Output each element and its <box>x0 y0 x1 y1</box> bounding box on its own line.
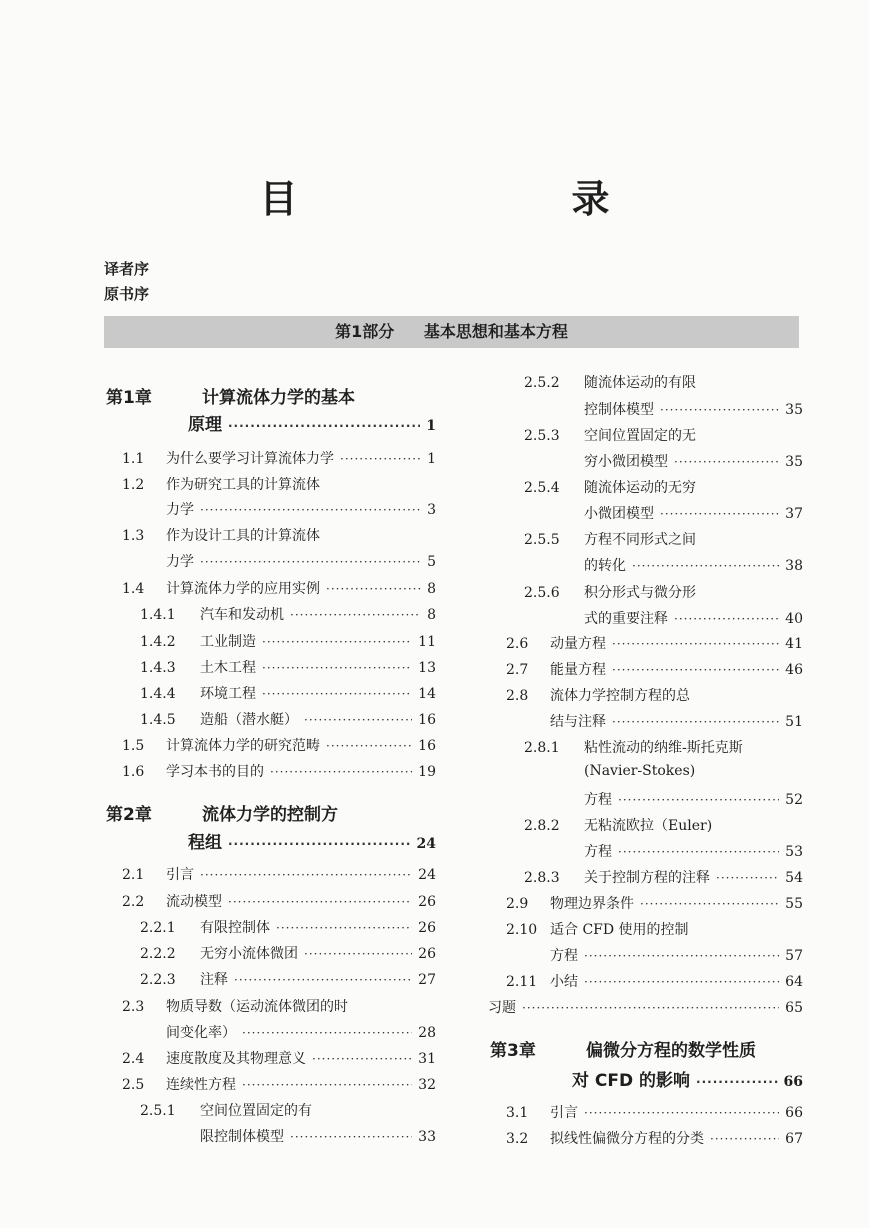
toc-entry[interactable] <box>506 685 803 705</box>
entry-title: 汽车和发动机 <box>200 607 284 623</box>
leader-dots <box>612 715 779 729</box>
entry-title: 注释 <box>200 972 228 988</box>
page-number: 65 <box>785 1000 803 1016</box>
entry-title: 土木工程 <box>200 660 256 676</box>
entry-title: 流动模型 <box>166 894 222 910</box>
leader-dots <box>522 1001 779 1015</box>
leader-dots <box>312 1052 412 1066</box>
page-number: 37 <box>785 506 803 522</box>
leader-dots <box>612 663 779 677</box>
entry-title: 结与注释 <box>550 714 606 730</box>
entry-title: 流体力学的控制方 <box>202 805 338 825</box>
entry-number: 2.2.1 <box>140 920 176 936</box>
toc-entry[interactable] <box>584 555 803 575</box>
toc-entry[interactable] <box>122 864 436 884</box>
page-number: 26 <box>418 894 436 910</box>
entry-title: 限控制体模型 <box>200 1129 284 1145</box>
toc-entry[interactable] <box>122 761 436 781</box>
page-number: 67 <box>785 1131 803 1147</box>
leader-dots <box>290 608 421 622</box>
entry-title: (Navier-Stokes) <box>584 763 696 779</box>
toc-entry[interactable] <box>584 608 803 628</box>
entry-title: 原理 <box>188 415 222 435</box>
page-number: 13 <box>418 660 436 676</box>
entry-number: 2.5.6 <box>524 585 560 601</box>
part-label: 第1部分 <box>335 322 395 341</box>
page-number: 24 <box>416 836 436 852</box>
toc-entry[interactable] <box>506 971 803 991</box>
toc-entry[interactable] <box>122 1048 436 1068</box>
toc-entry[interactable] <box>524 582 803 602</box>
front-matter-translator-preface[interactable]: 译者序 <box>104 260 150 278</box>
entry-number: 1.4.4 <box>140 686 176 702</box>
leader-dots <box>228 837 411 851</box>
toc-entry[interactable] <box>550 711 803 731</box>
page-number: 31 <box>418 1051 436 1067</box>
toc-entry[interactable] <box>166 551 436 571</box>
toc-entry[interactable] <box>122 996 436 1016</box>
leader-dots <box>242 1026 412 1040</box>
entry-number: 2.5.1 <box>140 1103 176 1119</box>
entry-title: 偏微分方程的数学性质 <box>586 1041 756 1061</box>
page-number: 16 <box>418 738 436 754</box>
page-number: 3 <box>427 502 436 518</box>
entry-title: 计算流体力学的基本 <box>202 388 355 408</box>
entry-title: 力学 <box>166 502 194 518</box>
page-number: 52 <box>785 792 803 808</box>
leader-dots <box>674 612 779 626</box>
entry-title: 计算流体力学的应用实例 <box>166 581 320 597</box>
toc-entry[interactable] <box>506 659 803 679</box>
leader-dots <box>262 635 412 649</box>
page-number: 53 <box>785 844 803 860</box>
toc-entry[interactable] <box>524 737 803 757</box>
entry-title: 空间位置固定的无 <box>584 428 696 444</box>
entry-number: 2.8.3 <box>524 870 560 886</box>
toc-entry[interactable] <box>584 399 803 419</box>
page-number: 38 <box>785 558 803 574</box>
toc-entry[interactable] <box>122 448 436 468</box>
entry-title: 间变化率） <box>166 1025 236 1041</box>
toc-entry[interactable] <box>122 474 436 494</box>
entry-number: 2.8 <box>506 688 529 704</box>
entry-title: 流体力学控制方程的总 <box>550 688 690 704</box>
entry-title: 无粘流欧拉（Euler) <box>584 818 713 834</box>
leader-dots <box>584 1106 779 1120</box>
leader-dots <box>710 1132 779 1146</box>
entry-title: 空间位置固定的有 <box>200 1103 312 1119</box>
toc-entry[interactable] <box>524 425 803 445</box>
entry-number: 3.1 <box>506 1105 529 1121</box>
leader-dots <box>200 868 412 882</box>
leader-dots <box>632 559 779 573</box>
page-number: 8 <box>427 581 436 597</box>
entry-number: 1.1 <box>122 451 145 467</box>
page-number: 19 <box>418 764 436 780</box>
entry-number: 1.4.2 <box>140 634 176 650</box>
entry-number: 2.5 <box>122 1077 145 1093</box>
leader-dots <box>340 452 421 466</box>
chapter-entry[interactable] <box>188 410 436 435</box>
entry-title: 对 CFD 的影响 <box>572 1071 691 1091</box>
leader-dots <box>234 973 412 987</box>
toc-entry[interactable] <box>506 919 803 939</box>
leader-dots <box>228 895 412 909</box>
entry-number: 2.9 <box>506 896 529 912</box>
entry-title: 的转化 <box>584 558 626 574</box>
leader-dots <box>326 739 412 753</box>
leader-dots <box>228 419 420 433</box>
entry-number: 1.3 <box>122 528 145 544</box>
entry-title: 作为研究工具的计算流体 <box>166 477 320 493</box>
entry-title: 计算流体力学的研究范畴 <box>166 738 320 754</box>
leader-dots <box>696 1075 777 1089</box>
toc-entry[interactable] <box>584 789 803 809</box>
entry-title: 控制体模型 <box>584 402 654 418</box>
entry-number: 2.1 <box>122 867 145 883</box>
toc-entry[interactable] <box>122 891 436 911</box>
page-number: 55 <box>785 896 803 912</box>
entry-title: 无穷小流体微团 <box>200 946 298 962</box>
entry-title: 环境工程 <box>200 686 256 702</box>
page-number: 35 <box>785 454 803 470</box>
toc-entry[interactable] <box>122 525 436 545</box>
leader-dots <box>242 1078 412 1092</box>
entry-title: 引言 <box>166 867 194 883</box>
toc-entry[interactable] <box>200 1126 436 1146</box>
page-number: 1 <box>426 418 436 434</box>
leader-dots <box>200 503 421 517</box>
entry-title: 工业制造 <box>200 634 256 650</box>
toc-entry[interactable] <box>524 477 803 497</box>
page-number: 16 <box>418 712 436 728</box>
page-number: 64 <box>785 974 803 990</box>
entry-number: 1.4 <box>122 581 145 597</box>
toc-entry[interactable] <box>166 1022 436 1042</box>
leader-dots <box>304 947 412 961</box>
entry-number: 2.3 <box>122 999 145 1015</box>
entry-number: 2.2.3 <box>140 972 176 988</box>
leader-dots <box>262 687 412 701</box>
entry-title: 方程 <box>584 792 612 808</box>
toc-entry[interactable] <box>140 943 436 963</box>
leader-dots <box>674 455 779 469</box>
page-number: 33 <box>418 1129 436 1145</box>
entry-title: 关于控制方程的注释 <box>584 870 710 886</box>
entry-number: 2.5.5 <box>524 532 560 548</box>
leader-dots <box>660 507 779 521</box>
entry-title: 物质导数（运动流体微团的时 <box>166 999 348 1015</box>
entry-title: 为什么要学习计算流体力学 <box>166 451 334 467</box>
toc-entry[interactable] <box>122 735 436 755</box>
toc-entry[interactable] <box>584 503 803 523</box>
entry-title: 随流体运动的无穷 <box>584 480 696 496</box>
leader-dots <box>660 403 779 417</box>
page-number: 66 <box>785 1105 803 1121</box>
page-number: 8 <box>427 607 436 623</box>
entry-number: 1.4.5 <box>140 712 176 728</box>
entry-number: 2.2.2 <box>140 946 176 962</box>
entry-title: 学习本书的目的 <box>166 764 264 780</box>
toc-entry[interactable] <box>140 604 436 624</box>
entry-number: 2.5.4 <box>524 480 560 496</box>
toc-entry[interactable] <box>122 578 436 598</box>
entry-number: 2.8.1 <box>524 740 560 756</box>
page-number: 14 <box>418 686 436 702</box>
entry-title: 程组 <box>188 833 222 853</box>
page-number: 32 <box>418 1077 436 1093</box>
entry-number: 1.6 <box>122 764 145 780</box>
page-number: 5 <box>427 554 436 570</box>
toc-entry[interactable] <box>140 709 436 729</box>
entry-number: 1.2 <box>122 477 145 493</box>
leader-dots <box>612 637 779 651</box>
entry-title: 造船（潜水艇） <box>200 712 298 728</box>
entry-title: 速度散度及其物理意义 <box>166 1051 306 1067</box>
entry-title: 物理边界条件 <box>550 896 634 912</box>
leader-dots <box>326 582 421 596</box>
front-matter-original-preface[interactable]: 原书序 <box>104 285 150 303</box>
page-number: 40 <box>785 611 803 627</box>
entry-number: 第3章 <box>490 1041 536 1061</box>
entry-number: 1.4.3 <box>140 660 176 676</box>
toc-entry[interactable] <box>524 372 803 392</box>
toc-entry[interactable] <box>524 815 803 835</box>
entry-number: 2.11 <box>506 974 538 990</box>
toc-entry[interactable] <box>140 917 436 937</box>
part-banner <box>104 316 799 348</box>
toc-entry[interactable] <box>506 893 803 913</box>
leader-dots <box>618 845 779 859</box>
entry-number: 2.10 <box>506 922 538 938</box>
entry-title: 有限控制体 <box>200 920 270 936</box>
leader-dots <box>276 921 412 935</box>
entry-title: 能量方程 <box>550 662 606 678</box>
page-number: 66 <box>783 1074 803 1090</box>
chapter-entry[interactable] <box>106 383 436 408</box>
toc-entry[interactable] <box>140 631 436 651</box>
page-number: 27 <box>418 972 436 988</box>
toc-entry[interactable] <box>584 763 803 779</box>
leader-dots <box>716 871 779 885</box>
page-number: 1 <box>427 451 436 467</box>
chapter-entry[interactable] <box>490 1036 803 1061</box>
entry-title: 方程 <box>584 844 612 860</box>
toc-entry[interactable] <box>506 1102 803 1122</box>
page-number: 11 <box>418 634 436 650</box>
entry-number: 1.5 <box>122 738 145 754</box>
entry-number: 第2章 <box>106 805 152 825</box>
entry-title: 拟线性偏微分方程的分类 <box>550 1131 704 1147</box>
page-number: 26 <box>418 920 436 936</box>
entry-number: 3.2 <box>506 1131 529 1147</box>
leader-dots <box>584 949 779 963</box>
toc-entry[interactable] <box>122 1074 436 1094</box>
toc-entry[interactable] <box>550 945 803 965</box>
entry-title: 粘性流动的纳维-斯托克斯 <box>584 740 743 756</box>
entry-title: 习题 <box>488 1000 516 1016</box>
entry-title: 小微团模型 <box>584 506 654 522</box>
page-number: 26 <box>418 946 436 962</box>
entry-number: 2.8.2 <box>524 818 560 834</box>
page-number: 28 <box>418 1025 436 1041</box>
page-number: 46 <box>785 662 803 678</box>
entry-number: 2.4 <box>122 1051 145 1067</box>
entry-number: 2.5.2 <box>524 375 560 391</box>
entry-title: 随流体运动的有限 <box>584 375 696 391</box>
page-number: 51 <box>785 714 803 730</box>
toc-entry[interactable] <box>524 867 803 887</box>
leader-dots <box>262 661 412 675</box>
entry-title: 方程不同形式之间 <box>584 532 696 548</box>
page-number: 57 <box>785 948 803 964</box>
entry-title: 力学 <box>166 554 194 570</box>
entry-number: 2.7 <box>506 662 529 678</box>
leader-dots <box>618 793 779 807</box>
entry-number: 第1章 <box>106 388 152 408</box>
entry-title: 动量方程 <box>550 636 606 652</box>
toc-entry[interactable] <box>488 997 803 1017</box>
page-number: 54 <box>785 870 803 886</box>
entry-title: 引言 <box>550 1105 578 1121</box>
leader-dots <box>200 555 421 569</box>
part-title: 基本思想和基本方程 <box>423 322 568 341</box>
toc-entry[interactable] <box>166 499 436 519</box>
entry-title: 方程 <box>550 948 578 964</box>
entry-title: 连续性方程 <box>166 1077 236 1093</box>
toc-entry[interactable] <box>584 451 803 471</box>
leader-dots <box>290 1130 412 1144</box>
entry-title: 小结 <box>550 974 578 990</box>
toc-entry[interactable] <box>506 633 803 653</box>
toc-entry[interactable] <box>140 683 436 703</box>
entry-number: 2.5.3 <box>524 428 560 444</box>
entry-title: 作为设计工具的计算流体 <box>166 528 320 544</box>
entry-number: 2.2 <box>122 894 145 910</box>
entry-title: 积分形式与微分形 <box>584 585 696 601</box>
entry-title: 适合 CFD 使用的控制 <box>550 922 689 938</box>
page-number: 41 <box>785 636 803 652</box>
toc-entry[interactable] <box>584 841 803 861</box>
toc-entry[interactable] <box>506 1128 803 1148</box>
toc-entry[interactable] <box>140 657 436 677</box>
toc-entry[interactable] <box>140 969 436 989</box>
page-number: 24 <box>418 867 436 883</box>
leader-dots <box>584 975 779 989</box>
chapter-entry[interactable] <box>106 800 436 825</box>
entry-title: 穷小微团模型 <box>584 454 668 470</box>
toc-entry[interactable] <box>524 529 803 549</box>
page-title: 目 录 <box>259 177 728 221</box>
page-number: 35 <box>785 402 803 418</box>
entry-number: 2.6 <box>506 636 529 652</box>
toc-entry[interactable] <box>140 1100 436 1120</box>
leader-dots <box>304 713 412 727</box>
leader-dots <box>640 897 779 911</box>
entry-number: 1.4.1 <box>140 607 176 623</box>
chapter-entry[interactable] <box>188 828 436 853</box>
entry-title: 式的重要注释 <box>584 611 668 627</box>
leader-dots <box>270 765 412 779</box>
chapter-entry[interactable] <box>572 1066 803 1091</box>
